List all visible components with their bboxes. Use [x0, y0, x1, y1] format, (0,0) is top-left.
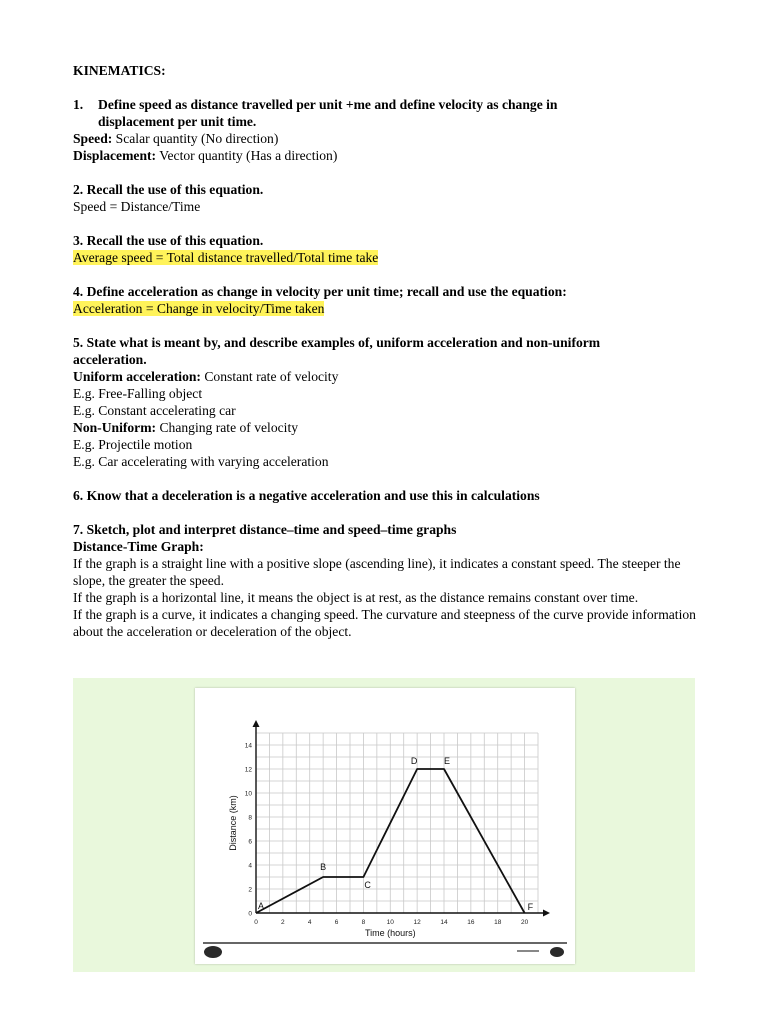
displacement-definition [73, 147, 703, 164]
displacement-text: Vector quantity (Has a direction) [156, 148, 338, 163]
section-1-number: 1. [73, 97, 84, 112]
distance-time-chart [195, 688, 575, 964]
section-1-title-line1: Define speed as distance travelled per unit +me and define velocity as change in [98, 97, 558, 112]
non-uniform-example-1: E.g. Projectile motion [73, 437, 193, 452]
section-3-equation: Average speed = Total distance travelled/Total time take [73, 250, 379, 265]
x-tick-label: 4 [307, 919, 312, 926]
section-6-title: 6. Know that a deceleration is a negative acceleration and use this in calculations [73, 488, 540, 503]
point-label-e: E [443, 756, 451, 766]
footer-bar [203, 943, 567, 958]
x-tick-label: 12 [413, 919, 421, 926]
section-7-subtitle: Distance-Time Graph: [73, 539, 204, 554]
y-tick-label: 12 [244, 766, 252, 774]
x-axis-arrow-icon [543, 910, 550, 917]
y-tick-label: 0 [248, 910, 252, 918]
page-heading: KINEMATICS: [73, 63, 166, 78]
y-tick-label: 14 [244, 742, 252, 750]
speed-text: Scalar quantity (No direction) [112, 131, 279, 146]
point-label-a: A [258, 901, 265, 911]
y-tick-label: 6 [248, 838, 252, 846]
graph-card [195, 688, 575, 964]
section-2-title: 2. Recall the use of this equation. [73, 182, 264, 197]
section-1-title [73, 96, 703, 113]
x-tick-label: 18 [494, 919, 502, 926]
uniform-example-2: E.g. Constant accelerating car [73, 403, 236, 418]
point-label-d: D [410, 756, 418, 766]
speed-definition [73, 130, 703, 147]
x-tick-label: 20 [520, 919, 529, 926]
uniform-example-1: E.g. Free-Falling object [73, 386, 203, 401]
section-7-paragraph-3: If the graph is a curve, it indicates a changing speed. The curvature and steepness of the curve provide information about the acceleration or deceleration of the object. [73, 607, 696, 639]
y-tick-label: 10 [244, 790, 252, 798]
x-tick-label: 6 [334, 919, 339, 926]
footer-mark [517, 950, 539, 952]
uniform-label: Uniform acceleration: [73, 369, 201, 384]
x-tick-label: 14 [440, 919, 448, 926]
section-7-paragraph-2: If the graph is a horizontal line, it means the object is at rest, as the distance remains constant over time. [73, 590, 639, 605]
point-label-b: B [320, 862, 327, 872]
publisher-logo-icon [204, 946, 222, 958]
section-2-equation: Speed = Distance/Time [73, 199, 201, 214]
footer-logo-icon [550, 947, 564, 957]
document-text [73, 62, 703, 640]
y-tick-label: 2 [248, 886, 252, 894]
x-tick-label: 2 [281, 919, 285, 926]
non-uniform-label: Non-Uniform: [73, 420, 157, 435]
section-4-equation: Acceleration = Change in velocity/Time taken [73, 301, 325, 316]
section-1-title-line2: displacement per unit time. [98, 114, 257, 129]
x-axis-label: Time (hours) [364, 928, 416, 938]
point-label-c: C [364, 880, 371, 890]
x-tick-label: 0 [254, 919, 258, 926]
non-uniform-text: Changing rate of velocity [156, 420, 299, 435]
uniform-definition [73, 368, 703, 385]
x-tick-label: 10 [386, 919, 394, 926]
y-tick-label: 4 [248, 862, 252, 870]
speed-label: Speed: [73, 131, 113, 146]
y-axis-arrow-icon [253, 720, 260, 727]
section-7-paragraph-1: If the graph is a straight line with a positive slope (ascending line), it indicates a constant speed. The steeper the slope, the greater the speed. [73, 556, 681, 588]
point-label-f: F [527, 902, 534, 912]
figure-panel [73, 678, 695, 972]
x-tick-label: 8 [361, 919, 366, 926]
non-uniform-definition [73, 419, 703, 436]
y-axis-label: Distance (km) [228, 795, 238, 851]
y-tick-label: 8 [248, 814, 252, 822]
x-tick-label: 16 [467, 919, 475, 926]
displacement-label: Displacement: [73, 148, 157, 163]
non-uniform-example-2: E.g. Car accelerating with varying acceleration [73, 454, 329, 469]
uniform-text: Constant rate of velocity [200, 369, 339, 384]
section-4-title: 4. Define acceleration as change in velocity per unit time; recall and use the equation: [73, 284, 567, 299]
section-5-title-line1: 5. State what is meant by, and describe examples of, uniform acceleration and non-uniform [73, 335, 601, 350]
section-5-title-line2: acceleration. [73, 352, 147, 367]
section-7-title: 7. Sketch, plot and interpret distance–time and speed–time graphs [73, 522, 457, 537]
section-3-title: 3. Recall the use of this equation. [73, 233, 264, 248]
